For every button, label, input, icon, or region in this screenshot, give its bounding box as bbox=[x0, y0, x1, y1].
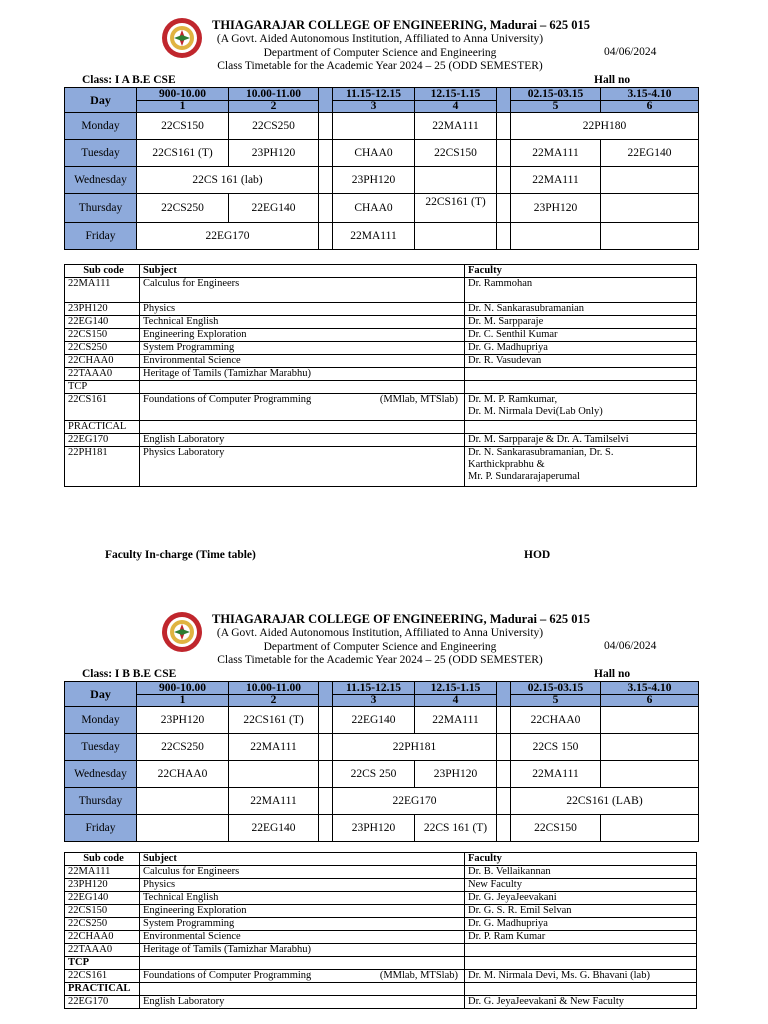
lunch-cell bbox=[497, 734, 511, 761]
category-row bbox=[65, 421, 697, 434]
subject-name: Physics bbox=[140, 303, 465, 316]
timetable-row-tuesday bbox=[65, 140, 699, 167]
day-header: Day bbox=[65, 88, 137, 113]
subject-name: System Programming bbox=[140, 918, 465, 931]
break-cell bbox=[319, 113, 333, 140]
subject-table-b bbox=[64, 852, 697, 1009]
faculty-name: Dr. Rammohan bbox=[465, 278, 697, 303]
subject-row bbox=[65, 905, 697, 918]
sub-code: 22CS161 bbox=[65, 394, 140, 421]
period-time: 900-10.00 bbox=[137, 88, 229, 101]
period-cell: 22EG140 bbox=[601, 140, 699, 167]
hod-label: HOD bbox=[524, 549, 551, 561]
academic-year: Class Timetable for the Academic Year 2024 – 25 (ODD SEMESTER) bbox=[217, 654, 543, 666]
lab-names: (MMlab, MTSlab) bbox=[379, 394, 458, 405]
subject-name: Calculus for Engineers bbox=[140, 278, 465, 303]
period-cell bbox=[601, 194, 699, 223]
faculty-name: Dr. N. Sankarasubramanian bbox=[465, 303, 697, 316]
period-cell: 23PH120 bbox=[415, 761, 497, 788]
period-cell: 22CS150 bbox=[415, 140, 497, 167]
period-time: 10.00-11.00 bbox=[229, 88, 319, 101]
class-label: Class: I B B.E CSE bbox=[82, 668, 177, 680]
period-time: 11.15-12.15 bbox=[333, 682, 415, 695]
day-cell: Wednesday bbox=[65, 167, 137, 194]
break-column bbox=[319, 682, 333, 707]
period-cell: 22CS161 (LAB) bbox=[511, 788, 699, 815]
period-cell: 22CS250 bbox=[137, 194, 229, 223]
timetable-row-thursday bbox=[65, 788, 699, 815]
break-column bbox=[319, 88, 333, 113]
faculty-name: Dr. G. JeyaJeevakani & New Faculty bbox=[465, 996, 697, 1009]
subject-name: English Laboratory bbox=[140, 996, 465, 1009]
period-cell: 23PH120 bbox=[137, 707, 229, 734]
period-time: 3.15-4.10 bbox=[601, 682, 699, 695]
subject-row bbox=[65, 944, 697, 957]
sub-code: 22PH181 bbox=[65, 447, 140, 487]
period-cell: 22MA111 bbox=[511, 167, 601, 194]
period-cell: 22PH180 bbox=[511, 113, 699, 140]
period-cell: 22CS 150 bbox=[511, 734, 601, 761]
timetable-b bbox=[64, 681, 699, 842]
sub-code: 22CHAA0 bbox=[65, 355, 140, 368]
period-cell bbox=[601, 707, 699, 734]
period-number: 3 bbox=[333, 101, 415, 113]
period-cell: 22EG140 bbox=[333, 707, 415, 734]
faculty-name bbox=[465, 368, 697, 381]
period-number: 1 bbox=[137, 101, 229, 113]
period-cell: 22MA111 bbox=[511, 761, 601, 788]
day-cell: Friday bbox=[65, 223, 137, 250]
period-number: 2 bbox=[229, 101, 319, 113]
subject-header: Subject bbox=[140, 853, 465, 866]
period-time-row bbox=[65, 88, 699, 101]
lunch-cell bbox=[497, 223, 511, 250]
faculty-name: Dr. C. Senthil Kumar bbox=[465, 329, 697, 342]
period-cell: 22PH181 bbox=[333, 734, 497, 761]
period-cell: 22CS150 bbox=[511, 815, 601, 842]
faculty-name: Dr. M. Sarpparaje bbox=[465, 316, 697, 329]
period-number-row bbox=[65, 101, 699, 113]
period-cell: 22MA111 bbox=[229, 788, 319, 815]
subject-row bbox=[65, 355, 697, 368]
faculty-name: Dr. M. P. Ramkumar, bbox=[468, 394, 558, 405]
faculty-cell bbox=[465, 447, 697, 487]
period-cell: 22CS161 (T) bbox=[137, 140, 229, 167]
lab-names: (MMlab, MTSlab) bbox=[379, 970, 458, 981]
sub-code: 22MA111 bbox=[65, 866, 140, 879]
faculty-name: Dr. G. Madhupriya bbox=[465, 342, 697, 355]
period-cell: 22MA111 bbox=[415, 707, 497, 734]
sub-code: 22CS150 bbox=[65, 905, 140, 918]
period-number: 4 bbox=[415, 695, 497, 707]
lunch-cell bbox=[497, 788, 511, 815]
date: 04/06/2024 bbox=[604, 640, 657, 652]
period-cell bbox=[415, 167, 497, 194]
period-number: 5 bbox=[511, 695, 601, 707]
period-cell bbox=[333, 113, 415, 140]
day-cell: Friday bbox=[65, 815, 137, 842]
period-cell: 22CHAA0 bbox=[511, 707, 601, 734]
faculty-header: Faculty bbox=[465, 265, 697, 278]
break-cell bbox=[319, 140, 333, 167]
lunch-cell bbox=[497, 815, 511, 842]
break-cell bbox=[319, 734, 333, 761]
empty-cell bbox=[140, 421, 465, 434]
period-cell: 22EG170 bbox=[137, 223, 319, 250]
subject-table-header bbox=[65, 853, 697, 866]
subject-row bbox=[65, 316, 697, 329]
break-cell bbox=[319, 707, 333, 734]
period-cell bbox=[601, 167, 699, 194]
subject-name-cell bbox=[140, 970, 465, 983]
sub-code: 23PH120 bbox=[65, 303, 140, 316]
day-cell: Wednesday bbox=[65, 761, 137, 788]
period-cell: 22EG170 bbox=[333, 788, 497, 815]
category-row bbox=[65, 957, 697, 970]
hall-label: Hall no bbox=[594, 74, 631, 86]
timetable-row-wednesday bbox=[65, 167, 699, 194]
period-cell: 22CS150 bbox=[137, 113, 229, 140]
period-time: 3.15-4.10 bbox=[601, 88, 699, 101]
subject-name: Engineering Exploration bbox=[140, 905, 465, 918]
empty-cell bbox=[465, 983, 697, 996]
subject-row bbox=[65, 970, 697, 983]
subject-name-cell bbox=[140, 394, 465, 421]
sub-code: 22EG170 bbox=[65, 434, 140, 447]
period-number: 2 bbox=[229, 695, 319, 707]
subject-table-a bbox=[64, 264, 697, 487]
sub-code: 22CS250 bbox=[65, 918, 140, 931]
empty-cell bbox=[465, 381, 697, 394]
lunch-column bbox=[497, 682, 511, 707]
faculty-name: Dr. N. Sankarasubramanian, Dr. S. bbox=[468, 447, 614, 458]
subject-name: Heritage of Tamils (Tamizhar Marabhu) bbox=[140, 368, 465, 381]
faculty-header: Faculty bbox=[465, 853, 697, 866]
day-cell: Tuesday bbox=[65, 734, 137, 761]
period-time: 12.15-1.15 bbox=[415, 682, 497, 695]
faculty-name: Dr. M. Nirmala Devi, Ms. G. Bhavani (lab) bbox=[465, 970, 697, 983]
faculty-cell bbox=[465, 394, 697, 421]
sub-code: 22EG170 bbox=[65, 996, 140, 1009]
day-cell: Thursday bbox=[65, 194, 137, 223]
period-cell: 22CS 161 (T) bbox=[415, 815, 497, 842]
sub-code: 22CS150 bbox=[65, 329, 140, 342]
period-number-row bbox=[65, 695, 699, 707]
subject-row bbox=[65, 892, 697, 905]
sub-code: 22EG140 bbox=[65, 316, 140, 329]
subject-name: Technical English bbox=[140, 892, 465, 905]
faculty-name: Karthickprabhu & bbox=[468, 459, 545, 470]
faculty-name: Dr. M. Nirmala Devi(Lab Only) bbox=[468, 406, 603, 417]
period-time: 10.00-11.00 bbox=[229, 682, 319, 695]
subcode-header: Sub code bbox=[65, 265, 140, 278]
empty-cell bbox=[465, 421, 697, 434]
subject-name: System Programming bbox=[140, 342, 465, 355]
sub-code: 22CS250 bbox=[65, 342, 140, 355]
day-cell: Monday bbox=[65, 707, 137, 734]
break-cell bbox=[319, 761, 333, 788]
period-cell: 23PH120 bbox=[333, 815, 415, 842]
period-cell: 22MA111 bbox=[333, 223, 415, 250]
break-cell bbox=[319, 194, 333, 223]
timetable-row-monday bbox=[65, 113, 699, 140]
faculty-name: Dr. P. Ram Kumar bbox=[465, 931, 697, 944]
period-cell bbox=[601, 815, 699, 842]
subject-row bbox=[65, 447, 697, 487]
department-name: Department of Computer Science and Engineering bbox=[263, 641, 497, 653]
period-cell: 22EG140 bbox=[229, 194, 319, 223]
subject-table-header bbox=[65, 265, 697, 278]
subject-row bbox=[65, 303, 697, 316]
lunch-cell bbox=[497, 707, 511, 734]
faculty-name: New Faculty bbox=[465, 879, 697, 892]
empty-cell bbox=[465, 957, 697, 970]
timetable-row-wednesday bbox=[65, 761, 699, 788]
period-cell: 23PH120 bbox=[333, 167, 415, 194]
period-cell bbox=[415, 223, 497, 250]
faculty-name: Dr. G. Madhupriya bbox=[465, 918, 697, 931]
period-cell bbox=[229, 761, 319, 788]
period-cell: 22EG140 bbox=[229, 815, 319, 842]
break-cell bbox=[319, 223, 333, 250]
subject-name: Engineering Exploration bbox=[140, 329, 465, 342]
subject-name: Foundations of Computer Programming bbox=[143, 394, 312, 405]
subject-name: Physics Laboratory bbox=[140, 447, 465, 487]
sub-code: 22MA111 bbox=[65, 278, 140, 303]
subject-row bbox=[65, 866, 697, 879]
subject-row bbox=[65, 278, 697, 303]
subject-row bbox=[65, 342, 697, 355]
break-cell bbox=[319, 788, 333, 815]
empty-cell bbox=[140, 983, 465, 996]
period-number: 4 bbox=[415, 101, 497, 113]
period-number: 1 bbox=[137, 695, 229, 707]
period-cell: 22MA111 bbox=[229, 734, 319, 761]
timetable-row-monday bbox=[65, 707, 699, 734]
college-subtitle: (A Govt. Aided Autonomous Institution, Affiliated to Anna University) bbox=[216, 33, 544, 45]
academic-year: Class Timetable for the Academic Year 2024 – 25 (ODD SEMESTER) bbox=[217, 60, 543, 72]
day-cell: Monday bbox=[65, 113, 137, 140]
subject-row bbox=[65, 996, 697, 1009]
faculty-name: Dr. M. Sarpparaje & Dr. A. Tamilselvi bbox=[465, 434, 697, 447]
lunch-column bbox=[497, 88, 511, 113]
faculty-name: Dr. R. Vasudevan bbox=[465, 355, 697, 368]
period-cell: 23PH120 bbox=[229, 140, 319, 167]
period-cell: 22CS161 (T) bbox=[415, 194, 497, 223]
period-cell bbox=[601, 761, 699, 788]
faculty-name: Dr. G. JeyaJeevakani bbox=[465, 892, 697, 905]
timetable-row-friday bbox=[65, 223, 699, 250]
college-subtitle: (A Govt. Aided Autonomous Institution, Affiliated to Anna University) bbox=[216, 627, 544, 639]
period-cell: 22CHAA0 bbox=[137, 761, 229, 788]
lunch-cell bbox=[497, 140, 511, 167]
category-row bbox=[65, 983, 697, 996]
period-cell: CHAA0 bbox=[333, 140, 415, 167]
sub-code: 22CHAA0 bbox=[65, 931, 140, 944]
period-time: 02.15-03.15 bbox=[511, 682, 601, 695]
subject-name: Foundations of Computer Programming bbox=[143, 970, 312, 981]
subject-name: Calculus for Engineers bbox=[140, 866, 465, 879]
period-cell: 22CS 250 bbox=[333, 761, 415, 788]
subject-header: Subject bbox=[140, 265, 465, 278]
subject-name: Heritage of Tamils (Tamizhar Marabhu) bbox=[140, 944, 465, 957]
faculty-name: Dr. G. S. R. Emil Selvan bbox=[465, 905, 697, 918]
period-cell bbox=[511, 223, 601, 250]
period-time: 11.15-12.15 bbox=[333, 88, 415, 101]
class-label: Class: I A B.E CSE bbox=[82, 74, 176, 86]
subject-row bbox=[65, 931, 697, 944]
subject-name: Technical English bbox=[140, 316, 465, 329]
college-name: THIAGARAJAR COLLEGE OF ENGINEERING, Madurai – 625 015 bbox=[212, 612, 591, 626]
empty-cell bbox=[140, 381, 465, 394]
timetable-row-friday bbox=[65, 815, 699, 842]
category-label: PRACTICAL bbox=[65, 983, 140, 996]
subject-row bbox=[65, 879, 697, 892]
period-cell: 22MA111 bbox=[511, 140, 601, 167]
day-header: Day bbox=[65, 682, 137, 707]
empty-cell bbox=[140, 957, 465, 970]
day-cell: Thursday bbox=[65, 788, 137, 815]
subject-name: Physics bbox=[140, 879, 465, 892]
faculty-name: Mr. P. Sundararajaperumal bbox=[468, 471, 580, 482]
subject-name: Environmental Science bbox=[140, 355, 465, 368]
timetable-section-b bbox=[0, 594, 768, 1024]
period-cell: 22CS250 bbox=[229, 113, 319, 140]
category-label: TCP bbox=[65, 381, 140, 394]
timetable-row-thursday bbox=[65, 194, 699, 223]
period-cell bbox=[601, 734, 699, 761]
header-a bbox=[0, 0, 768, 75]
period-number: 6 bbox=[601, 695, 699, 707]
subject-row bbox=[65, 329, 697, 342]
date: 04/06/2024 bbox=[604, 46, 657, 58]
category-label: TCP bbox=[65, 957, 140, 970]
period-cell: CHAA0 bbox=[333, 194, 415, 223]
category-row bbox=[65, 381, 697, 394]
period-cell bbox=[137, 788, 229, 815]
lunch-cell bbox=[497, 194, 511, 223]
subject-row bbox=[65, 394, 697, 421]
period-number: 6 bbox=[601, 101, 699, 113]
period-cell: 23PH120 bbox=[511, 194, 601, 223]
sub-code: 22CS161 bbox=[65, 970, 140, 983]
sub-code: 23PH120 bbox=[65, 879, 140, 892]
period-cell: 22CS250 bbox=[137, 734, 229, 761]
hall-label: Hall no bbox=[594, 668, 631, 680]
department-name: Department of Computer Science and Engineering bbox=[263, 47, 497, 59]
subcode-header: Sub code bbox=[65, 853, 140, 866]
period-cell: 22MA111 bbox=[415, 113, 497, 140]
day-cell: Tuesday bbox=[65, 140, 137, 167]
category-label: PRACTICAL bbox=[65, 421, 140, 434]
period-time-row bbox=[65, 682, 699, 695]
sub-code: 22TAAA0 bbox=[65, 368, 140, 381]
period-cell bbox=[601, 223, 699, 250]
subject-name: Environmental Science bbox=[140, 931, 465, 944]
subject-row bbox=[65, 434, 697, 447]
sub-code: 22TAAA0 bbox=[65, 944, 140, 957]
faculty-incharge-label: Faculty In-charge (Time table) bbox=[105, 549, 256, 561]
sub-code: 22EG140 bbox=[65, 892, 140, 905]
faculty-name: Dr. B. Vellaikannan bbox=[465, 866, 697, 879]
period-time: 900-10.00 bbox=[137, 682, 229, 695]
header-b bbox=[0, 594, 768, 669]
break-cell bbox=[319, 167, 333, 194]
period-time: 12.15-1.15 bbox=[415, 88, 497, 101]
subject-row bbox=[65, 918, 697, 931]
period-number: 3 bbox=[333, 695, 415, 707]
faculty-name bbox=[465, 944, 697, 957]
lunch-cell bbox=[497, 761, 511, 788]
college-name: THIAGARAJAR COLLEGE OF ENGINEERING, Madurai – 625 015 bbox=[212, 18, 591, 32]
timetable-a bbox=[64, 87, 699, 250]
period-number: 5 bbox=[511, 101, 601, 113]
period-cell: 22CS 161 (lab) bbox=[137, 167, 319, 194]
timetable-row-tuesday bbox=[65, 734, 699, 761]
subject-name: English Laboratory bbox=[140, 434, 465, 447]
period-time: 02.15-03.15 bbox=[511, 88, 601, 101]
period-cell bbox=[137, 815, 229, 842]
period-cell: 22CS161 (T) bbox=[229, 707, 319, 734]
break-cell bbox=[319, 815, 333, 842]
lunch-cell bbox=[497, 113, 511, 140]
subject-row bbox=[65, 368, 697, 381]
lunch-cell bbox=[497, 167, 511, 194]
